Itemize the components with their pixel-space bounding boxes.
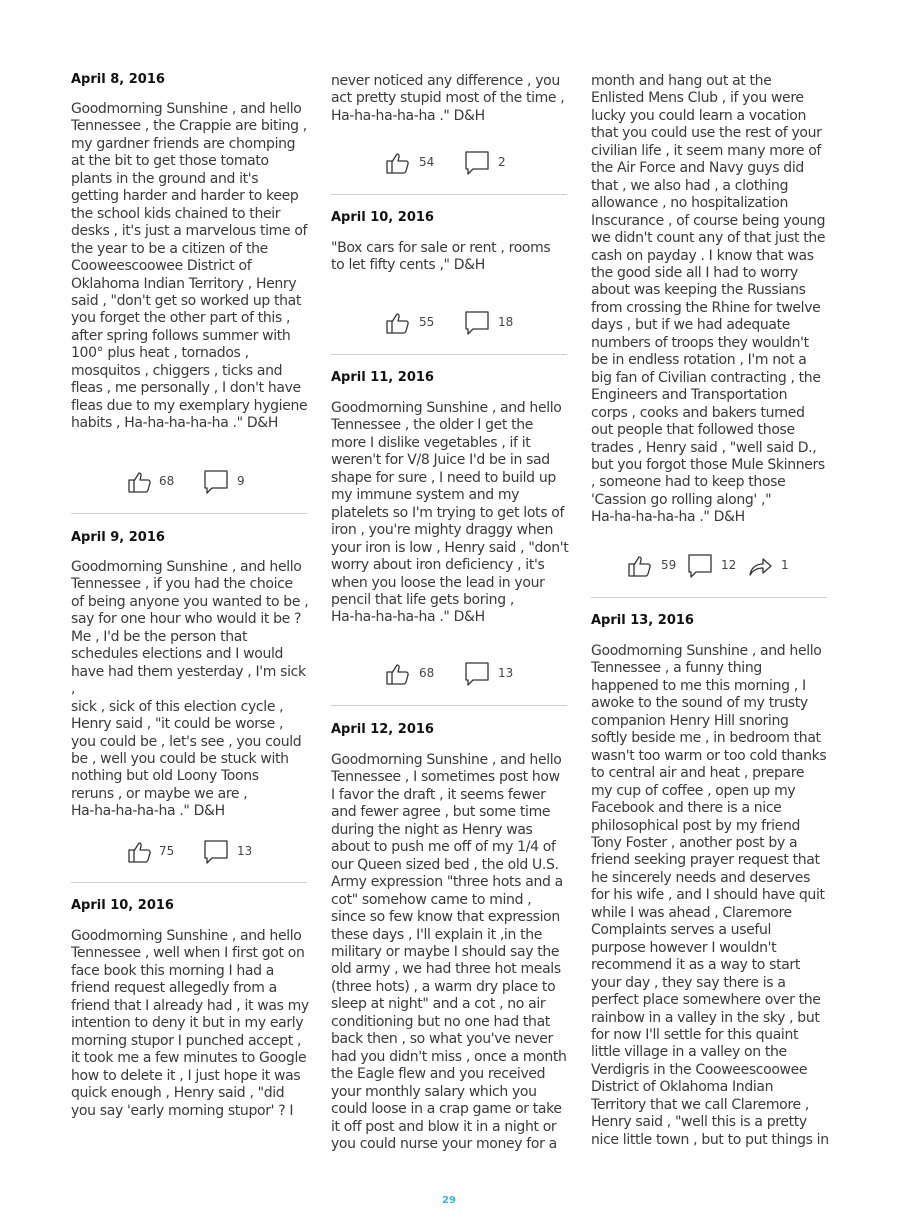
post-text: month and hang out at the Enlisted Mens Club , if you were lucky you could learn a vocation that you could use the rest of your civilian life , it seem many more of the Air Force and Navy guys did that , we also had , a clothing allowance , no hospitalization Inscurance , of course being young we didn't count any of that just the cash on payday . I know that was the good side all I had to worry about was keeping the Russians from crossing the Rhine for twelve days , but if we had adequate numbers of troops they wouldn't be in endless rotation , I'm not a big fan of Civilian contracting , the Engineers and Transportation corps , cooks and bakers turned out people that followed those trades , Henry said , "well said D., but you forgot those Mule Skinners , someone had to keep those 'Cassion go rolling along' ," Ha-ha-ha-ha-ha ." D&H [591, 73, 826, 526]
reactions-bar [71, 469, 309, 495]
divider [71, 513, 307, 514]
comment-count: 18 [498, 315, 514, 329]
divider [331, 194, 567, 195]
post-text: Goodmorning Sunshine , and hello Tennessee , the older I get the more I dislike vegetables , if it weren't for V/8 Juice I'd be in sad shape for sure , I need to build up my immune system and my platelets so I'm trying to get lots of iron , you're mighty draggy when your iron is low , Henry said , "don't worry about iron deficiency , it's when you loose the lead in your pencil that life gets boring , Ha-ha-ha-ha-ha ." D&H [331, 400, 569, 626]
post-text: Goodmorning Sunshine , and hello Tennessee , a funny thing happened to me this morning , I awoke to the sound of my trusty companion Henry Hill snoring softly beside me , in bedroom that wasn't too warm or too cold thanks to central air and heat , prepare my cup of coffee , open up my Facebook and there is a nice philosophical post by my friend Tony Foster , another post by a friend seeking prayer request that he sincerely needs and deserves for his wife , and I should have quit while I was ahead , Claremore Complaints serves a useful purpose however I wouldn't recommend it as a way to start your day , they say there is a perfect place somewhere over the rainbow in a valley in the sky , but for now I'll settle for this quaint little village in a valley on the Verdigris in the Cooweescoowee District of Oklahoma Indian Territory that we call Claremore , Henry said , "well this is a pretty nice little town , but to put things in [591, 643, 829, 1148]
post-date: April 11, 2016 [331, 370, 434, 385]
comment-bubble-icon[interactable] [203, 469, 229, 495]
thumbs-up-icon[interactable] [627, 553, 653, 579]
comment-bubble-icon[interactable] [687, 553, 713, 579]
thumbs-up-icon[interactable] [385, 310, 411, 336]
like-count: 68 [159, 474, 175, 488]
divider [331, 705, 567, 706]
comment-count: 9 [237, 474, 245, 488]
post-text: Goodmorning Sunshine , and hello Tennessee , the Crappie are biting , my gardner friends are chomping at the bit to get those tomato plants in the ground and it's getting harder and harder to keep the school kids chained to their desks , it's just a marvelous time of the year to be a citizen of the Cooweescoowee District of Oklahoma Indian Territory , Henry said , "don't get so worked up that you forget the other part of this , after spring follows summer with 100° plus heat , tornados , mosquitos , chiggers , ticks and fleas , me personally , I don't have fleas due to my exemplary hygiene habits , Ha-ha-ha-ha-ha ." D&H [71, 101, 308, 432]
reactions-bar [331, 150, 569, 176]
page-number: 29 [442, 1195, 456, 1206]
post-text: never noticed any difference , you act pretty stupid most of the time , Ha-ha-ha-ha-ha ." D&H [331, 73, 565, 124]
post-date: April 12, 2016 [331, 722, 434, 737]
divider [591, 597, 827, 598]
thumbs-up-icon[interactable] [385, 661, 411, 687]
reactions-bar [591, 553, 829, 579]
divider [71, 882, 307, 883]
post-date: April 8, 2016 [71, 72, 165, 87]
post-text: Goodmorning Sunshine , and hello Tennessee , I sometimes post how I favor the draft , it seems fewer and fewer agree , but some time during the night as Henry was about to push me off of my 1/4 of our Queen sized bed , the old U.S. Army expression "three hots and a cot" somehow came to mind , since so few know that expression these days , I'll explain it ,in the military or maybe I should say the old army , we had three hot meals (three hots) , a warm dry place to sleep at night" and a cot , no air conditioning but no one had that back then , so what you've never had you didn't miss , once a month the Eagle flew and you received your monthly salary which you could loose in a crap game or take it off post and blow it in a night or you could nurse your money for a [331, 752, 567, 1152]
comment-count: 13 [498, 666, 514, 680]
post-date: April 10, 2016 [71, 898, 174, 913]
post-text: Goodmorning Sunshine , and hello Tennessee , well when I first got on face book this morning I had a friend request allegedly from a friend that I already had , it was my intention to deny it but in my early morning stupor I punched accept , it took me a few minutes to Google how to delete it , I just hope it was quick enough , Henry said , "did you say 'early morning stupor' ? I [71, 928, 309, 1119]
comment-bubble-icon[interactable] [203, 839, 229, 865]
thumbs-up-icon[interactable] [127, 469, 153, 495]
reactions-bar [331, 310, 569, 336]
like-count: 75 [159, 844, 175, 858]
post-text: "Box cars for sale or rent , rooms to let fifty cents ," D&H [331, 240, 551, 274]
reactions-bar [331, 661, 569, 687]
thumbs-up-icon[interactable] [385, 150, 411, 176]
comment-bubble-icon[interactable] [464, 150, 490, 176]
comment-bubble-icon[interactable] [464, 310, 490, 336]
reactions-bar [71, 839, 309, 865]
like-count: 59 [661, 558, 677, 572]
comment-count: 2 [498, 155, 506, 169]
post-date: April 10, 2016 [331, 210, 434, 225]
post-date: April 9, 2016 [71, 530, 165, 545]
comment-count: 12 [721, 558, 737, 572]
comment-bubble-icon[interactable] [464, 661, 490, 687]
like-count: 54 [419, 155, 435, 169]
post-text: Goodmorning Sunshine , and hello Tennessee , if you had the choice of being anyone you wanted to be , say for one hour who would it be ? Me , I'd be the person that schedules elections and I would have had them yesterday , I'm sick , sick , sick of this election cycle , Henry said , "it could be worse , you could be , let's see , you could be , well you could be stuck with nothing but old Loony Toons reruns , or maybe we are , Ha-ha-ha-ha-ha ." D&H [71, 559, 309, 820]
share-count: 1 [781, 558, 789, 572]
like-count: 55 [419, 315, 435, 329]
divider [331, 354, 567, 355]
post-date: April 13, 2016 [591, 613, 694, 628]
comment-count: 13 [237, 844, 253, 858]
like-count: 68 [419, 666, 435, 680]
thumbs-up-icon[interactable] [127, 839, 153, 865]
share-arrow-icon[interactable] [747, 553, 773, 579]
